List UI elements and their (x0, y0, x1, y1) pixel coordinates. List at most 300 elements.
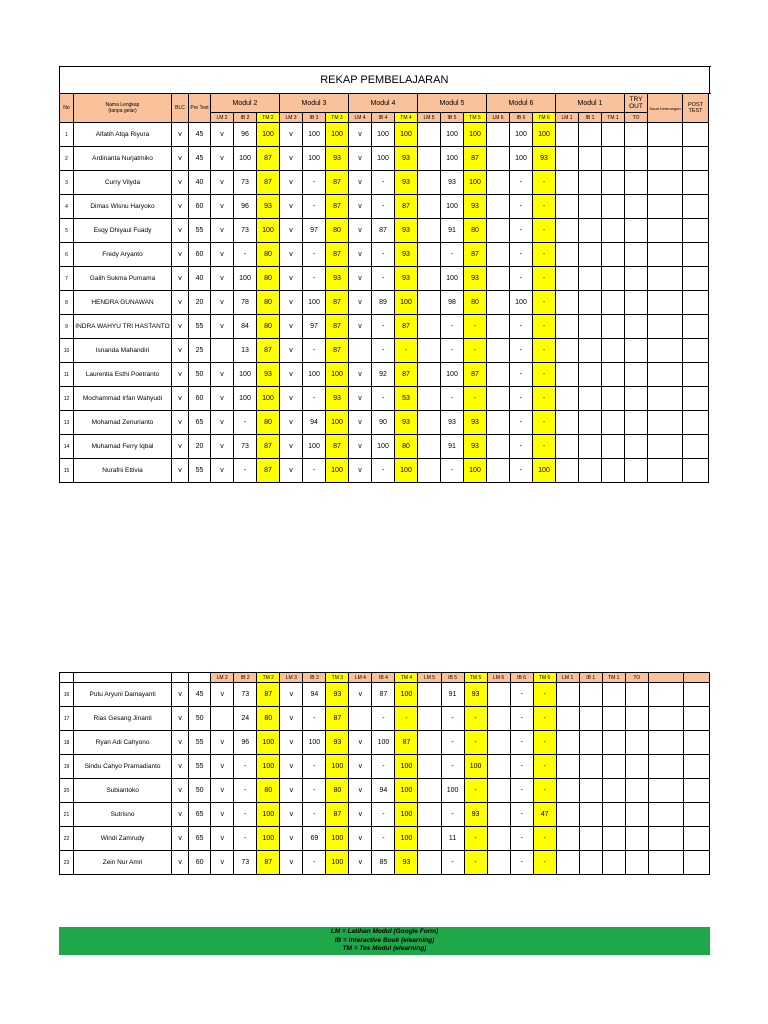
score-cell: 87 (326, 243, 349, 267)
score-cell: 93 (533, 147, 556, 171)
score-cell: v (280, 707, 303, 731)
table-row (60, 291, 710, 315)
legend-box (59, 927, 710, 955)
subheader-cell: TM 2 (257, 673, 280, 683)
score-cell (579, 195, 602, 219)
score-cell: - (510, 851, 533, 875)
score-cell (579, 387, 602, 411)
score-cell (683, 195, 709, 219)
pretest-cell: 65 (189, 411, 211, 435)
score-cell: 93 (326, 683, 349, 707)
subheader-cell: TM 6 (533, 113, 556, 123)
score-cell (625, 291, 648, 315)
score-cell (625, 851, 648, 875)
pretest-cell: 45 (189, 147, 211, 171)
score-cell: 73 (234, 683, 257, 707)
score-cell: 100 (464, 459, 487, 483)
score-cell: v (349, 827, 372, 851)
subheader-blank-cell (172, 673, 189, 683)
score-cell (683, 243, 709, 267)
score-cell: v (211, 435, 234, 459)
score-cell (683, 779, 709, 803)
score-cell (579, 147, 602, 171)
score-cell: - (303, 387, 326, 411)
table-row (60, 755, 710, 779)
score-cell: v (211, 243, 234, 267)
score-cell: - (464, 731, 487, 755)
score-cell: - (372, 707, 395, 731)
score-cell: 91 (441, 435, 464, 459)
score-cell: 73 (234, 219, 257, 243)
score-cell: 80 (464, 219, 487, 243)
score-cell: 100 (326, 363, 349, 387)
score-cell (602, 387, 625, 411)
score-cell: 80 (257, 291, 280, 315)
subheader-cell: IB 4 (372, 113, 395, 123)
score-cell (625, 267, 648, 291)
row-number: 21 (60, 803, 74, 827)
score-cell: 100 (464, 123, 487, 147)
score-cell (579, 363, 602, 387)
score-cell: - (510, 219, 533, 243)
score-cell: - (441, 803, 464, 827)
header-modul-6: Modul 6 (487, 94, 556, 113)
score-cell (648, 315, 683, 339)
score-cell (418, 827, 441, 851)
score-cell: 93 (257, 195, 280, 219)
pretest-cell: 50 (189, 779, 211, 803)
score-cell: - (510, 435, 533, 459)
score-cell: v (280, 147, 303, 171)
recap-table-continued (59, 672, 710, 875)
student-name: Dimas Wisnu Haryoko (74, 195, 172, 219)
score-cell: v (349, 123, 372, 147)
score-cell (625, 363, 648, 387)
student-name: Zein Nur Amri (74, 851, 172, 875)
score-cell: - (510, 315, 533, 339)
row-number: 4 (60, 195, 74, 219)
score-cell (683, 387, 709, 411)
score-cell (556, 459, 579, 483)
score-cell: v (349, 387, 372, 411)
score-cell (487, 171, 510, 195)
score-cell: - (464, 387, 487, 411)
score-cell: 100 (395, 803, 418, 827)
score-cell (418, 171, 441, 195)
student-name: Muhamad Ferry Iqbal (74, 435, 172, 459)
blc-cell: v (172, 195, 189, 219)
score-cell: 87 (257, 147, 280, 171)
pretest-cell: 25 (189, 339, 211, 363)
score-cell: 100 (303, 435, 326, 459)
score-cell (648, 147, 683, 171)
score-cell: - (533, 707, 556, 731)
legend-line: IB = Interactive Book (elearning) (334, 936, 435, 944)
score-cell: - (510, 339, 533, 363)
subheader-cell: LM 6 (487, 113, 510, 123)
score-cell (648, 731, 683, 755)
score-cell (418, 291, 441, 315)
score-cell (683, 827, 709, 851)
score-cell: v (280, 363, 303, 387)
header-no: No (60, 94, 74, 123)
subheader-cell (683, 673, 709, 683)
pretest-cell: 45 (189, 123, 211, 147)
score-cell: 93 (464, 803, 487, 827)
student-name: Subiantoko (74, 779, 172, 803)
score-cell (487, 435, 510, 459)
subheader-cell: TM 5 (464, 113, 487, 123)
score-cell: - (303, 459, 326, 483)
score-cell (683, 755, 709, 779)
score-cell: 100 (395, 779, 418, 803)
score-cell: v (280, 683, 303, 707)
score-cell (418, 387, 441, 411)
score-cell: - (441, 707, 464, 731)
recap-table (59, 66, 710, 483)
score-cell: 53 (395, 387, 418, 411)
score-cell: 93 (395, 147, 418, 171)
score-cell (487, 123, 510, 147)
subheader-cell: IB 1 (579, 673, 602, 683)
row-number: 22 (60, 827, 74, 851)
blc-cell: v (172, 827, 189, 851)
score-cell (625, 827, 648, 851)
score-cell: 100 (303, 731, 326, 755)
score-cell: v (280, 851, 303, 875)
score-cell: 87 (257, 171, 280, 195)
blc-cell: v (172, 363, 189, 387)
row-number: 9 (60, 315, 74, 339)
subheader-cell: IB 4 (372, 673, 395, 683)
score-cell: - (533, 779, 556, 803)
score-cell (556, 387, 579, 411)
score-cell: 100 (303, 291, 326, 315)
pretest-cell: 65 (189, 803, 211, 827)
score-cell (625, 387, 648, 411)
score-cell: 100 (257, 755, 280, 779)
score-cell (556, 707, 579, 731)
score-cell (211, 339, 234, 363)
score-cell (211, 707, 234, 731)
score-cell (625, 435, 648, 459)
score-cell (556, 195, 579, 219)
table-row (60, 851, 710, 875)
score-cell (487, 147, 510, 171)
blc-cell: v (172, 683, 189, 707)
score-cell: v (349, 779, 372, 803)
score-cell: 100 (326, 459, 349, 483)
score-cell: - (234, 411, 257, 435)
score-cell (648, 339, 683, 363)
score-cell (418, 459, 441, 483)
score-cell: v (280, 803, 303, 827)
score-cell (683, 123, 709, 147)
score-cell: v (211, 387, 234, 411)
subheader-cell: IB 5 (441, 673, 464, 683)
score-cell: 87 (257, 435, 280, 459)
score-cell (487, 291, 510, 315)
score-cell: v (349, 755, 372, 779)
score-cell (683, 315, 709, 339)
score-cell: 100 (234, 147, 257, 171)
blc-cell: v (172, 851, 189, 875)
score-cell (648, 435, 683, 459)
student-name: Galih Sukma Purnama (74, 267, 172, 291)
score-cell: v (280, 779, 303, 803)
score-cell: 100 (510, 123, 533, 147)
score-cell: v (211, 123, 234, 147)
score-cell (579, 707, 602, 731)
score-cell: - (510, 195, 533, 219)
score-cell: - (533, 411, 556, 435)
score-cell: - (234, 779, 257, 803)
student-name: Rias Gesang Jinanti (74, 707, 172, 731)
pretest-cell: 50 (189, 707, 211, 731)
score-cell: - (372, 339, 395, 363)
subheader-cell: LM 5 (418, 673, 441, 683)
score-cell (487, 827, 510, 851)
score-cell (648, 291, 683, 315)
blc-cell: v (172, 171, 189, 195)
score-cell: 96 (234, 731, 257, 755)
score-cell (487, 195, 510, 219)
score-cell: v (349, 803, 372, 827)
score-cell (418, 851, 441, 875)
score-cell: v (280, 387, 303, 411)
score-cell: v (280, 435, 303, 459)
row-number: 20 (60, 779, 74, 803)
score-cell (648, 387, 683, 411)
score-cell: v (349, 291, 372, 315)
score-cell: 100 (441, 147, 464, 171)
subheader-cell: TO (625, 673, 648, 683)
score-cell: 100 (533, 123, 556, 147)
score-cell (487, 755, 510, 779)
score-cell: v (280, 315, 303, 339)
score-cell (602, 219, 625, 243)
header-modul-5: Modul 5 (418, 94, 487, 113)
table-row (60, 387, 710, 411)
student-name: HENDRA GUNAWAN (74, 291, 172, 315)
subheader-cell: IB 6 (510, 673, 533, 683)
score-cell (556, 827, 579, 851)
score-cell: 80 (257, 243, 280, 267)
student-name: Laurentia Esthi Poetranto (74, 363, 172, 387)
score-cell (556, 803, 579, 827)
score-cell: 87 (257, 459, 280, 483)
score-cell: 90 (372, 411, 395, 435)
table-row (60, 243, 710, 267)
score-cell: 87 (257, 683, 280, 707)
score-cell (683, 851, 709, 875)
table-row (60, 339, 710, 363)
score-cell: - (464, 315, 487, 339)
pretest-cell: 65 (189, 827, 211, 851)
score-cell (579, 683, 602, 707)
score-cell: - (303, 267, 326, 291)
student-name: Fredy Aryanto (74, 243, 172, 267)
score-cell: 100 (464, 755, 487, 779)
score-cell (579, 291, 602, 315)
header-modul-4: Modul 4 (349, 94, 418, 113)
score-cell: v (211, 459, 234, 483)
score-cell (602, 827, 625, 851)
score-cell: - (234, 755, 257, 779)
score-cell (349, 707, 372, 731)
score-cell: - (234, 803, 257, 827)
score-cell (648, 195, 683, 219)
score-cell: 87 (395, 195, 418, 219)
score-cell: 100 (395, 291, 418, 315)
score-cell (579, 459, 602, 483)
subheader-cell: TM 6 (533, 673, 556, 683)
blc-cell: v (172, 459, 189, 483)
score-cell (602, 195, 625, 219)
row-number: 13 (60, 411, 74, 435)
score-cell: 87 (464, 363, 487, 387)
score-cell: v (211, 851, 234, 875)
score-cell: 80 (395, 435, 418, 459)
score-cell (487, 363, 510, 387)
table-row (60, 219, 710, 243)
blc-cell: v (172, 435, 189, 459)
subheader-cell: IB 1 (579, 113, 602, 123)
score-cell (556, 435, 579, 459)
score-cell (579, 435, 602, 459)
score-cell: v (211, 147, 234, 171)
subheader-cell: IB 2 (234, 673, 257, 683)
score-cell (602, 363, 625, 387)
score-cell: 100 (234, 387, 257, 411)
score-cell (418, 267, 441, 291)
score-cell: - (510, 411, 533, 435)
score-cell (625, 803, 648, 827)
score-cell: - (372, 827, 395, 851)
row-number: 8 (60, 291, 74, 315)
score-cell: 100 (441, 195, 464, 219)
score-cell: 100 (234, 363, 257, 387)
score-cell: 87 (395, 363, 418, 387)
score-cell (556, 363, 579, 387)
pretest-cell: 55 (189, 755, 211, 779)
score-cell (556, 683, 579, 707)
score-cell (648, 779, 683, 803)
score-cell (625, 315, 648, 339)
score-cell (648, 459, 683, 483)
score-cell (556, 851, 579, 875)
score-cell: - (510, 755, 533, 779)
score-cell: - (234, 243, 257, 267)
score-cell: 98 (441, 291, 464, 315)
score-cell (487, 459, 510, 483)
header-surat: Surat Keterangan (648, 94, 683, 123)
score-cell (579, 339, 602, 363)
score-cell: 87 (326, 195, 349, 219)
student-name: Curry Vilyda (74, 171, 172, 195)
score-cell (579, 243, 602, 267)
score-cell: - (303, 803, 326, 827)
row-number: 12 (60, 387, 74, 411)
pretest-cell: 55 (189, 459, 211, 483)
table-row (60, 435, 710, 459)
score-cell (625, 411, 648, 435)
score-cell: 100 (257, 219, 280, 243)
score-cell: 97 (303, 219, 326, 243)
score-cell: v (211, 267, 234, 291)
score-cell (418, 779, 441, 803)
score-cell: v (280, 291, 303, 315)
score-cell: 100 (326, 851, 349, 875)
row-number: 11 (60, 363, 74, 387)
score-cell (602, 683, 625, 707)
score-cell: v (211, 683, 234, 707)
score-cell: v (280, 755, 303, 779)
score-cell: v (211, 315, 234, 339)
row-number: 2 (60, 147, 74, 171)
score-cell (556, 123, 579, 147)
row-number: 23 (60, 851, 74, 875)
header-nama-label: Nama Lengkap (105, 102, 140, 108)
score-cell: 100 (441, 363, 464, 387)
score-cell: 100 (234, 267, 257, 291)
subheader-cell: TO (625, 113, 648, 123)
score-cell (648, 267, 683, 291)
score-cell: v (280, 459, 303, 483)
score-cell (625, 779, 648, 803)
score-cell (487, 219, 510, 243)
score-cell (683, 683, 709, 707)
score-cell (648, 707, 683, 731)
student-name: Ryan Adi Cahyono (74, 731, 172, 755)
header-posttest: POST TEST (683, 94, 709, 123)
student-name: Esqy Dhiyaul Fuady (74, 219, 172, 243)
score-cell: - (441, 731, 464, 755)
score-cell: v (349, 243, 372, 267)
blc-cell: v (172, 147, 189, 171)
score-cell: 100 (395, 827, 418, 851)
score-cell: - (533, 267, 556, 291)
subheader-cell: TM 4 (395, 673, 418, 683)
score-cell (487, 339, 510, 363)
score-cell: - (372, 803, 395, 827)
subheader-cell: TM 3 (326, 113, 349, 123)
table-row (60, 195, 710, 219)
score-cell: 94 (372, 779, 395, 803)
subheader-cell: TM 1 (602, 673, 625, 683)
score-cell (487, 707, 510, 731)
score-cell: - (533, 851, 556, 875)
score-cell: v (211, 779, 234, 803)
score-cell (579, 779, 602, 803)
score-cell: - (533, 219, 556, 243)
score-cell: 100 (395, 123, 418, 147)
score-cell: 100 (257, 827, 280, 851)
score-cell: 80 (326, 219, 349, 243)
score-cell: v (349, 459, 372, 483)
table-row (60, 779, 710, 803)
score-cell: 100 (395, 755, 418, 779)
score-cell (556, 315, 579, 339)
score-cell: 87 (257, 851, 280, 875)
score-cell: 47 (533, 803, 556, 827)
score-cell: 87 (326, 803, 349, 827)
score-cell (487, 779, 510, 803)
pretest-cell: 55 (189, 315, 211, 339)
score-cell: v (280, 827, 303, 851)
subheader-cell: IB 2 (234, 113, 257, 123)
score-cell: - (464, 827, 487, 851)
